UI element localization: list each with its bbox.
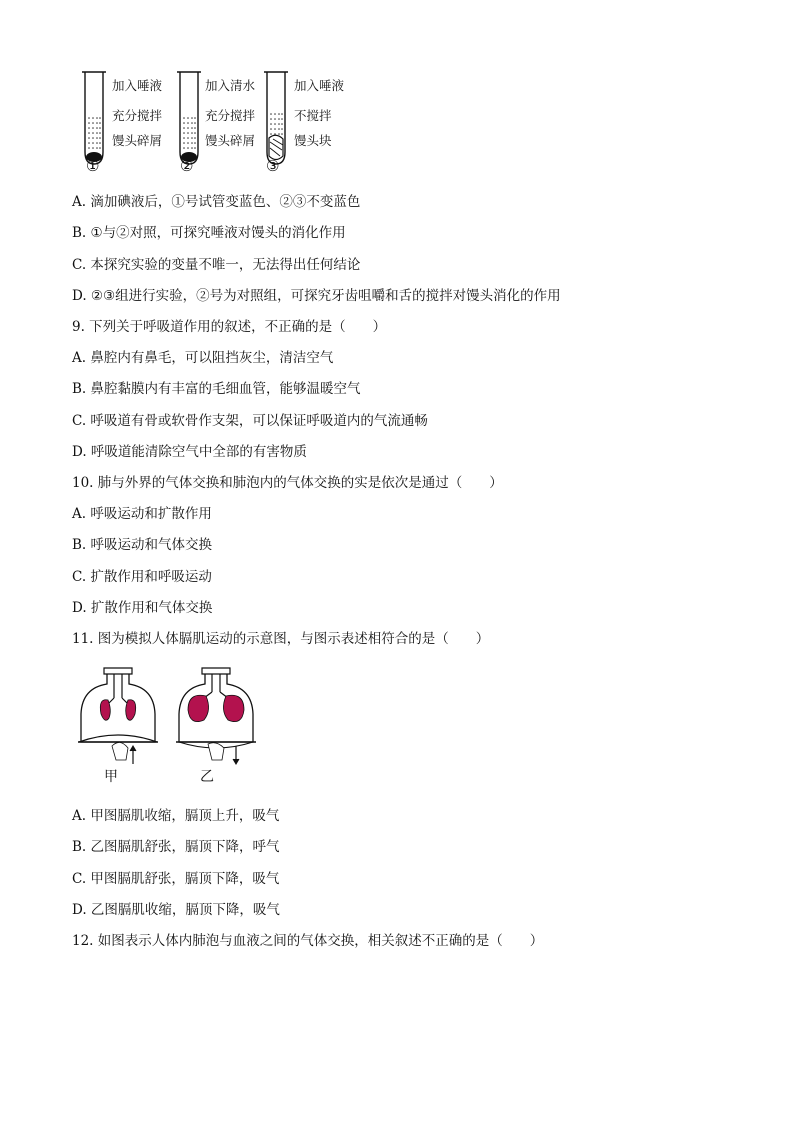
tube-3-number: ③ xyxy=(266,157,280,175)
q12-stem: 12. 如图表示人体内肺泡与血液之间的气体交换，相关叙述不正确的是（ ） xyxy=(72,933,544,949)
q9-stem: 9. 下列关于呼吸道作用的叙述，不正确的是（ ） xyxy=(72,319,387,335)
tube-3-label-2: 不搅拌 xyxy=(294,108,332,123)
q8-option-b: B. ①与②对照，可探究唾液对馒头的消化作用 xyxy=(72,225,346,241)
tube-3-label-3: 馒头块 xyxy=(294,133,332,148)
tube-1-label-2: 充分搅拌 xyxy=(112,108,163,123)
q9-option-b: B. 鼻腔黏膜内有丰富的毛细血管，能够温暖空气 xyxy=(72,381,361,397)
q9-option-a: A. 鼻腔内有鼻毛，可以阻挡灰尘，清洁空气 xyxy=(72,350,334,366)
q11-stem: 11. 图为模拟人体膈肌运动的示意图，与图示表述相符合的是（ ） xyxy=(72,631,490,647)
test-tube-1 xyxy=(82,72,106,164)
tube-2-label-2: 充分搅拌 xyxy=(205,108,256,123)
q8-option-c: C. 本探究实验的变量不唯一，无法得出任何结论 xyxy=(72,257,361,273)
figure-label-yi: 乙 xyxy=(200,769,214,785)
q8-option-a: A. 滴加碘液后，①号试管变蓝色、②③不变蓝色 xyxy=(72,194,361,210)
tube-3-label-1: 加入唾液 xyxy=(294,78,345,93)
q11-option-a: A. 甲图膈肌收缩，膈顶上升，吸气 xyxy=(72,808,280,824)
tube-2-number: ② xyxy=(180,157,194,175)
test-tube-3 xyxy=(264,72,288,164)
figure-label-jia: 甲 xyxy=(104,769,118,785)
q9-option-d: D. 呼吸道能清除空气中全部的有害物质 xyxy=(72,444,307,460)
tube-2-label-3: 馒头碎屑 xyxy=(205,133,256,148)
q11-option-c: C. 甲图膈肌舒张，膈顶下降，吸气 xyxy=(72,871,280,887)
q10-option-b: B. 呼吸运动和气体交换 xyxy=(72,537,213,553)
tube-1-number: ① xyxy=(86,157,100,175)
q10-option-a: A. 呼吸运动和扩散作用 xyxy=(72,506,212,522)
test-tube-2 xyxy=(177,72,201,164)
bell-jar-yi xyxy=(176,668,256,764)
diaphragm-model-figure xyxy=(76,662,266,768)
q10-option-d: D. 扩散作用和气体交换 xyxy=(72,600,213,616)
bell-jar-jia xyxy=(78,668,158,764)
q8-option-d: D. ②③组进行实验，②号为对照组，可探究牙齿咀嚼和舌的搅拌对馒头消化的作用 xyxy=(72,288,561,304)
q10-stem: 10. 肺与外界的气体交换和肺泡内的气体交换的实是依次是通过（ ） xyxy=(72,475,503,491)
q11-option-b: B. 乙图膈肌舒张，膈顶下降，呼气 xyxy=(72,839,280,855)
q10-option-c: C. 扩散作用和呼吸运动 xyxy=(72,569,212,585)
tube-2-label-1: 加入清水 xyxy=(205,78,256,93)
tube-1-label-3: 馒头碎屑 xyxy=(112,133,163,148)
tube-1-label-1: 加入唾液 xyxy=(112,78,163,93)
q9-option-c: C. 呼吸道有骨或软骨作支架，可以保证呼吸道内的气流通畅 xyxy=(72,413,428,429)
q11-option-d: D. 乙图膈肌收缩，膈顶下降，吸气 xyxy=(72,902,280,918)
